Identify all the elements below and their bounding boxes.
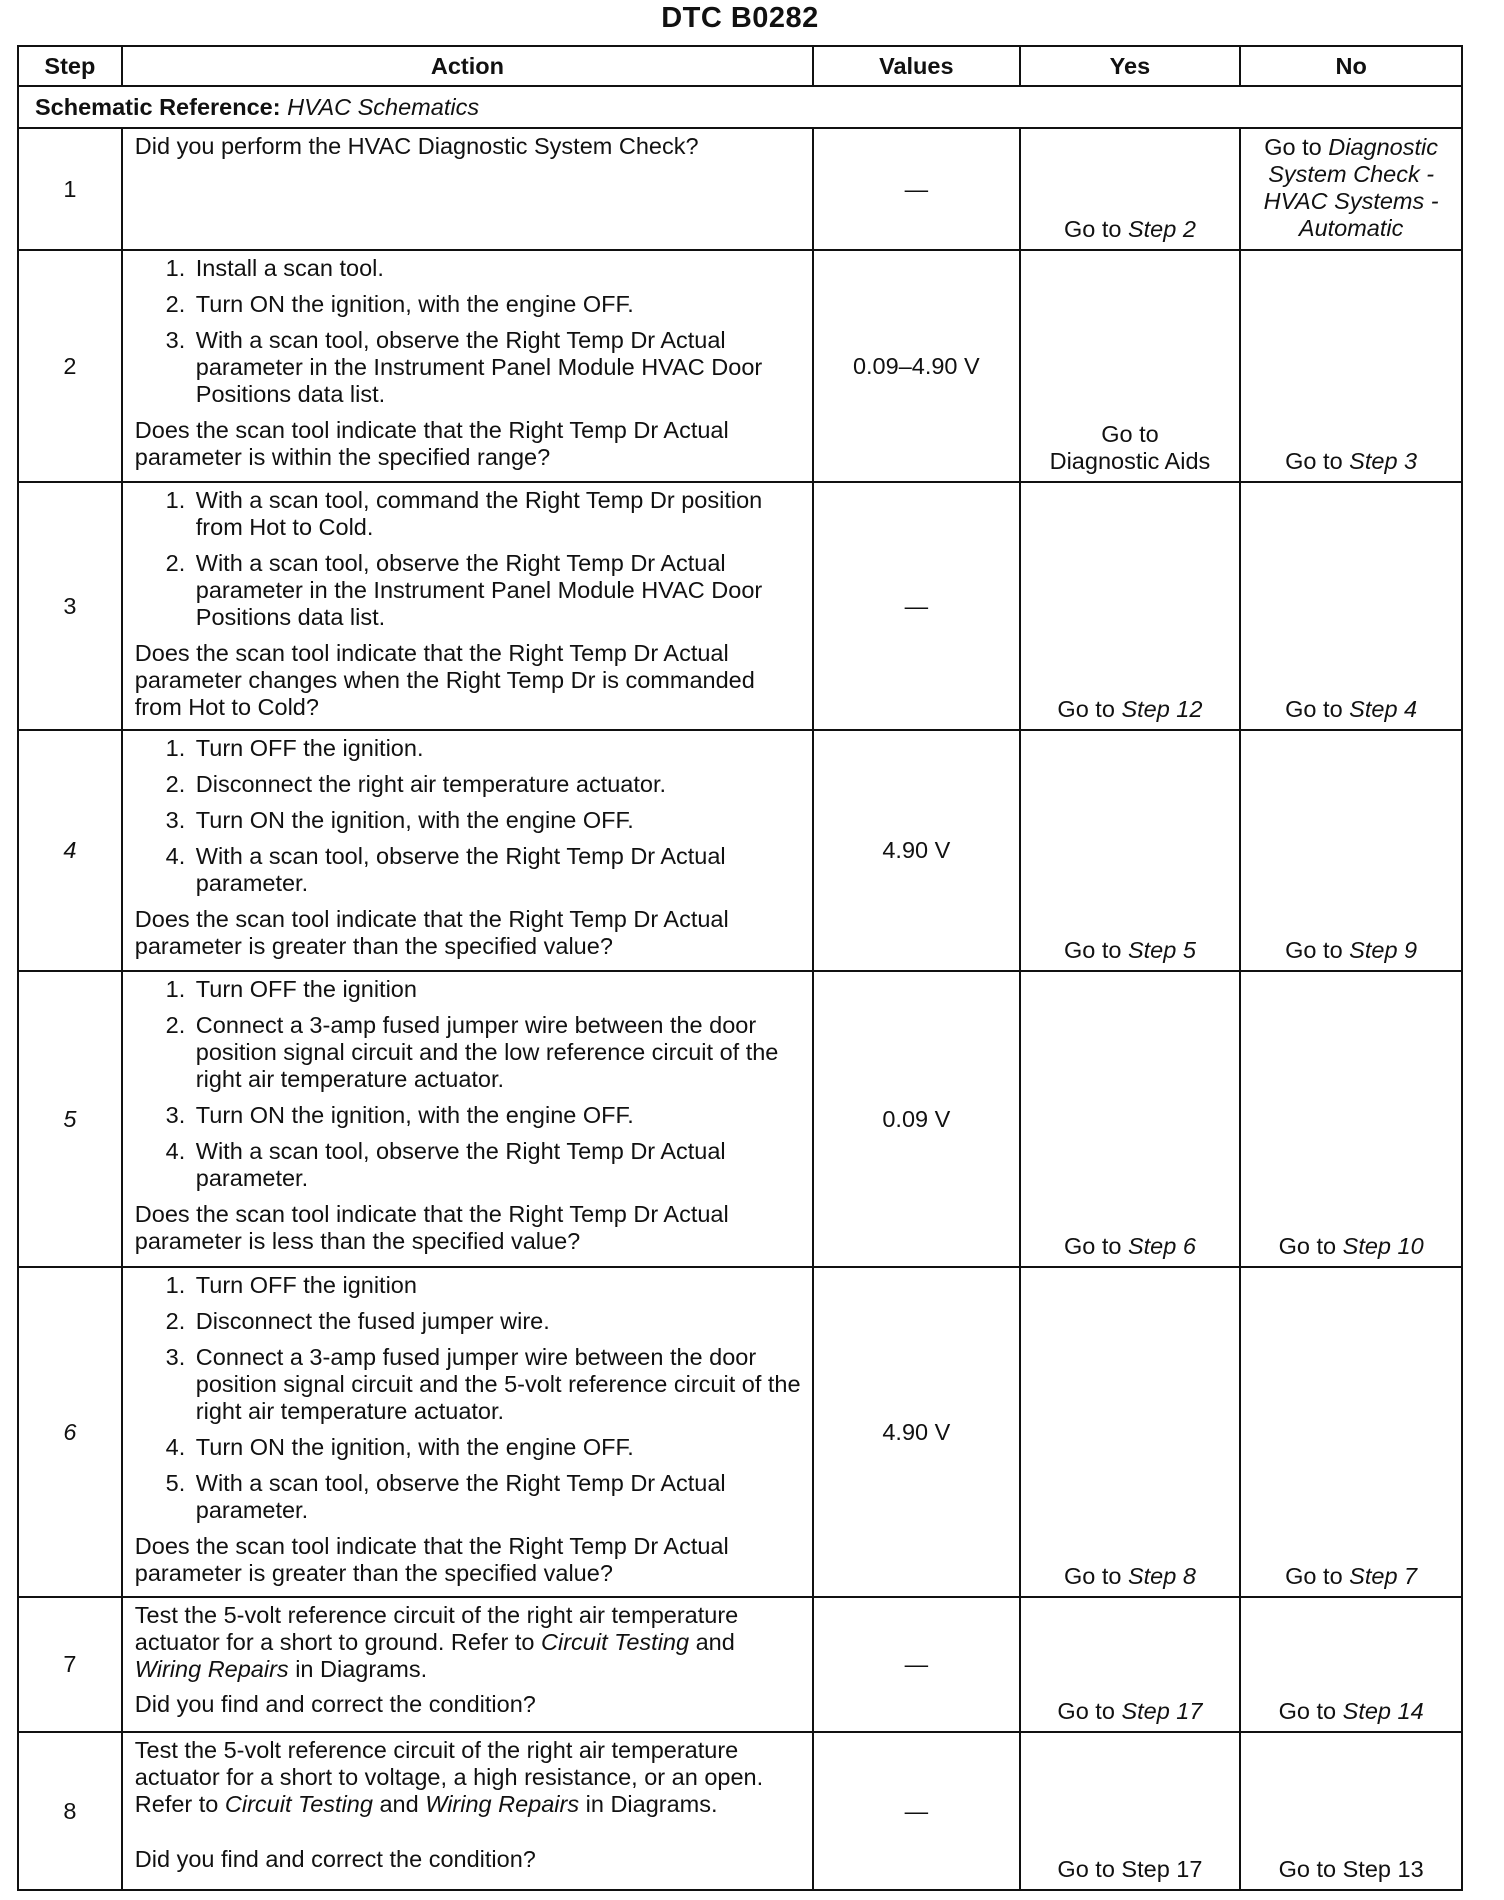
list-item: 4. With a scan tool, observe the Right Temp Dr Actual parameter. (192, 843, 806, 897)
no-cell: Go to Step 3 (1240, 250, 1462, 482)
value-cell: — (813, 128, 1020, 250)
step-number: 8 (18, 1732, 122, 1890)
no-ref: Step 3 (1349, 448, 1418, 474)
no-cell: Go to Step 7 (1240, 1267, 1462, 1597)
action-text: Test the 5-volt reference circuit of the right air temperature actuator for a short to ground. Refer to Circuit Testing and Wiring Repairs in Diagrams. (134, 1602, 739, 1682)
step-number: 7 (18, 1597, 122, 1732)
header-values: Values (813, 46, 1020, 86)
yes-ref: Step 17 (1121, 1698, 1203, 1724)
action-cell (122, 730, 813, 971)
list-item: 1. Turn OFF the ignition. (192, 735, 806, 762)
list-item: 3. With a scan tool, observe the Right Temp Dr Actual parameter in the Instrument Panel Module HVAC Door Positions data list. (192, 327, 806, 408)
action-list (135, 255, 806, 408)
value-cell: — (813, 1597, 1020, 1732)
value-cell: 0.09 V (813, 971, 1020, 1267)
list-item: 4. With a scan tool, observe the Right Temp Dr Actual parameter. (192, 1138, 806, 1192)
table-row (18, 971, 1462, 1267)
yes-cell: Go to Diagnostic Aids (1020, 250, 1241, 482)
no-cell: Go to Step 10 (1240, 971, 1462, 1267)
list-item: 5. With a scan tool, observe the Right Temp Dr Actual parameter. (192, 1470, 806, 1524)
no-cell: Go to Step 4 (1240, 482, 1462, 730)
list-item: 4. Turn ON the ignition, with the engine OFF. (192, 1434, 806, 1461)
step-number: 5 (18, 971, 122, 1267)
table-row (18, 730, 1462, 971)
question: Does the scan tool indicate that the Right Temp Dr Actual parameter changes when the Right Temp Dr is commanded from Hot to Cold? (134, 640, 755, 720)
value-cell: — (813, 1732, 1020, 1890)
list-item: 3. Turn ON the ignition, with the engine OFF. (192, 807, 806, 834)
step-number: 6 (18, 1267, 122, 1597)
value-cell: 0.09–4.90 V (813, 250, 1020, 482)
action-list (135, 1272, 806, 1524)
no-ref: Step 10 (1342, 1233, 1424, 1259)
list-item: 1. With a scan tool, command the Right Temp Dr position from Hot to Cold. (192, 487, 806, 541)
yes-ref: Step 2 (1127, 216, 1196, 242)
step-number: 1 (18, 128, 122, 250)
header-step: Step (18, 46, 122, 86)
yes-cell: Go to Step 8 (1020, 1267, 1241, 1597)
yes-cell: Go to Step 12 (1020, 482, 1241, 730)
action-list (135, 976, 806, 1192)
no-ref: Step 14 (1342, 1698, 1424, 1724)
list-item: 3. Turn ON the ignition, with the engine OFF. (192, 1102, 806, 1129)
question: Did you find and correct the condition? (134, 1846, 536, 1872)
yes-ref: Step 6 (1127, 1233, 1196, 1259)
yes-cell: Go to Step 17 (1020, 1597, 1241, 1732)
yes-cell: Go to Step 6 (1020, 971, 1241, 1267)
action-cell (122, 1597, 813, 1732)
schematic-reference-row (18, 86, 1462, 128)
yes-ref: Step 8 (1127, 1563, 1196, 1589)
value-cell: 4.90 V (813, 1267, 1020, 1597)
list-item: 2. Disconnect the fused jumper wire. (192, 1308, 806, 1335)
step-number: 3 (18, 482, 122, 730)
list-item: 3. Connect a 3-amp fused jumper wire between the door position signal circuit and the 5-volt reference circuit of the right air temperature actuator. (192, 1344, 806, 1425)
action-cell (122, 250, 813, 482)
action-text: Test the 5-volt reference circuit of the right air temperature actuator for a short to voltage, a high resistance, or an open. Refer to Circuit Testing and Wiring Repairs in Diagrams. (134, 1737, 764, 1817)
list-item: 2. With a scan tool, observe the Right Temp Dr Actual parameter in the Instrument Panel Module HVAC Door Positions data list. (192, 550, 806, 631)
table-row (18, 1267, 1462, 1597)
table-header-row (18, 46, 1462, 86)
list-item: 1. Turn OFF the ignition (192, 976, 806, 1003)
value-cell: 4.90 V (813, 730, 1020, 971)
table-row (18, 482, 1462, 730)
yes-cell: Go to Step 5 (1020, 730, 1241, 971)
yes-ref: Step 5 (1127, 937, 1196, 963)
no-ref: Step 7 (1349, 1563, 1418, 1589)
step-number: 2 (18, 250, 122, 482)
header-no: No (1240, 46, 1462, 86)
question: Does the scan tool indicate that the Right Temp Dr Actual parameter is greater than the specified value? (134, 1533, 729, 1586)
table-row (18, 1732, 1462, 1890)
question: Does the scan tool indicate that the Right Temp Dr Actual parameter is within the specified range? (134, 417, 729, 470)
step-number: 4 (18, 730, 122, 971)
schematic-ref: HVAC Schematics (287, 93, 480, 120)
question: Does the scan tool indicate that the Right Temp Dr Actual parameter is less than the specified value? (134, 1201, 729, 1254)
action-cell (122, 971, 813, 1267)
question: Did you perform the HVAC Diagnostic System Check? (134, 133, 699, 159)
table-row (18, 128, 1462, 250)
no-ref: Step 4 (1349, 696, 1418, 722)
list-item: 1. Turn OFF the ignition (192, 1272, 806, 1299)
list-item: 2. Turn ON the ignition, with the engine OFF. (192, 291, 806, 318)
no-cell: Go to Step 9 (1240, 730, 1462, 971)
list-item: 2. Connect a 3-amp fused jumper wire between the door position signal circuit and the low reference circuit of the right air temperature actuator. (192, 1012, 806, 1093)
yes-cell: Go to Step 2 (1020, 128, 1241, 250)
list-item: 1. Install a scan tool. (192, 255, 806, 282)
question: Did you find and correct the condition? (134, 1691, 536, 1717)
table-row (18, 1597, 1462, 1732)
diagnostic-table (17, 45, 1463, 1891)
no-cell: Go to Step 13 (1240, 1732, 1462, 1890)
yes-ref: Step 12 (1121, 696, 1203, 722)
list-item: 2. Disconnect the right air temperature actuator. (192, 771, 806, 798)
action-list (135, 487, 806, 631)
header-yes: Yes (1020, 46, 1241, 86)
action-cell (122, 128, 813, 250)
no-ref: Diagnostic System Check - HVAC Systems - Automatic (1263, 134, 1439, 241)
schematic-label: Schematic Reference: (35, 93, 281, 120)
table-row (18, 250, 1462, 482)
question: Does the scan tool indicate that the Right Temp Dr Actual parameter is greater than the specified value? (134, 906, 729, 959)
schematic-reference (18, 86, 1462, 128)
no-ref: Step 9 (1349, 937, 1418, 963)
no-cell: Go to Diagnostic System Check - HVAC Systems - Automatic (1240, 128, 1462, 250)
value-cell: — (813, 482, 1020, 730)
action-list (135, 735, 806, 897)
action-cell (122, 1267, 813, 1597)
action-cell (122, 1732, 813, 1890)
yes-cell: Go to Step 17 (1020, 1732, 1241, 1890)
header-action: Action (122, 46, 813, 86)
no-cell: Go to Step 14 (1240, 1597, 1462, 1732)
page-title: DTC B0282 (661, 2, 819, 34)
action-cell (122, 482, 813, 730)
